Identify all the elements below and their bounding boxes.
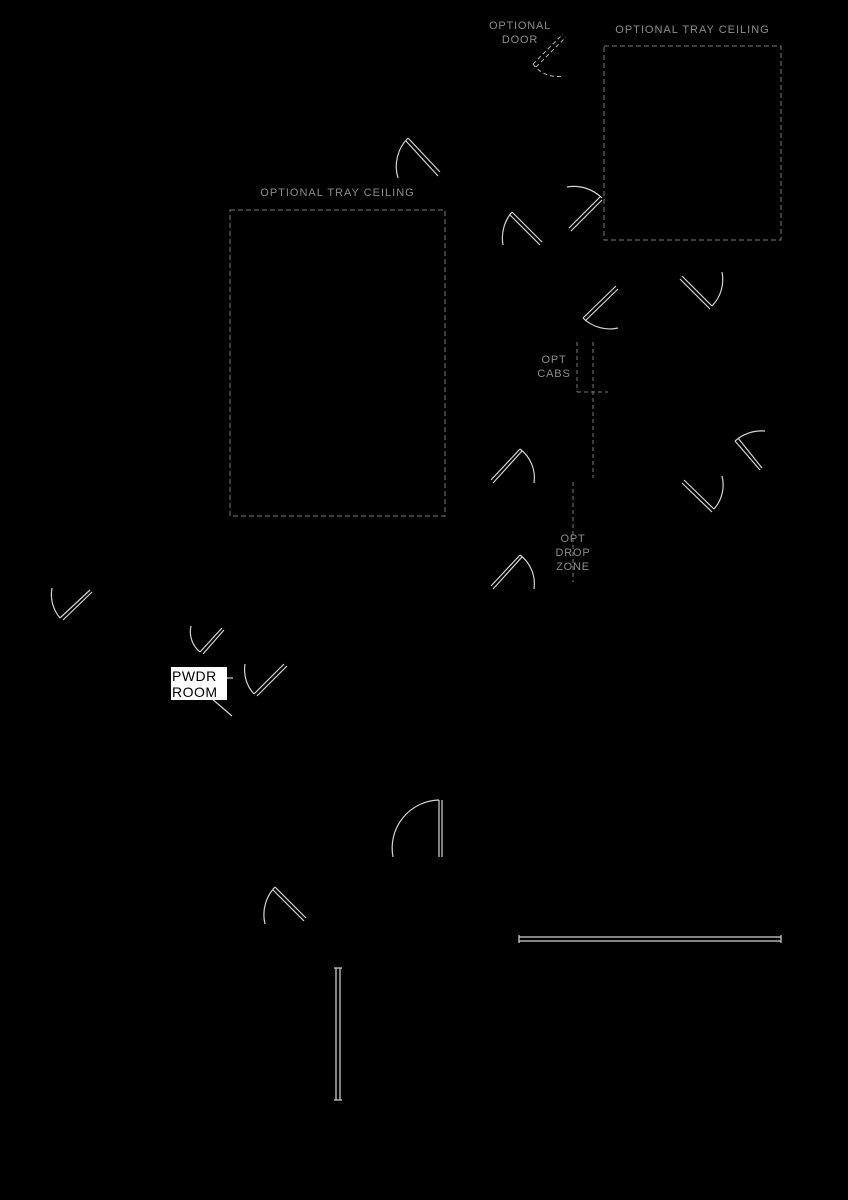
door-swing-14	[392, 800, 442, 857]
door-swing-15	[264, 887, 306, 924]
door-swing-11	[190, 626, 224, 654]
opt-cabs-outline	[577, 342, 608, 478]
sliding-door-bottom-left	[334, 968, 342, 1100]
tray-ceiling-outline-center	[230, 210, 445, 516]
door-swing-7	[682, 476, 723, 512]
door-swing-3	[567, 186, 602, 231]
sliding-door-bottom-right	[519, 935, 781, 943]
door-swing-9	[491, 555, 534, 589]
optional-door-line-1: OPTIONAL DOOR	[488, 20, 552, 46]
door-swing-12	[245, 664, 287, 696]
door-swing-10	[51, 588, 92, 620]
tray-ceiling-label-right: OPTIONAL TRAY CEILING	[615, 24, 770, 36]
door-swing-5	[680, 272, 723, 309]
door-swing-4	[583, 286, 618, 329]
door-swing-6	[735, 431, 765, 470]
door-swing-8	[491, 449, 534, 483]
tray-ceiling-label-center: OPTIONAL TRAY CEILING	[260, 187, 415, 199]
optional-door-label	[486, 19, 554, 47]
pwdr-room-label: PWDR ROOM	[171, 667, 227, 700]
opt-drop-zone-label: OPT DROP ZONE	[555, 533, 591, 573]
door-swing-1	[396, 138, 440, 178]
opt-cabs-label: OPT CABS	[537, 354, 571, 380]
tray-ceiling-outline-right	[604, 46, 781, 240]
door-swing-2	[502, 212, 542, 245]
